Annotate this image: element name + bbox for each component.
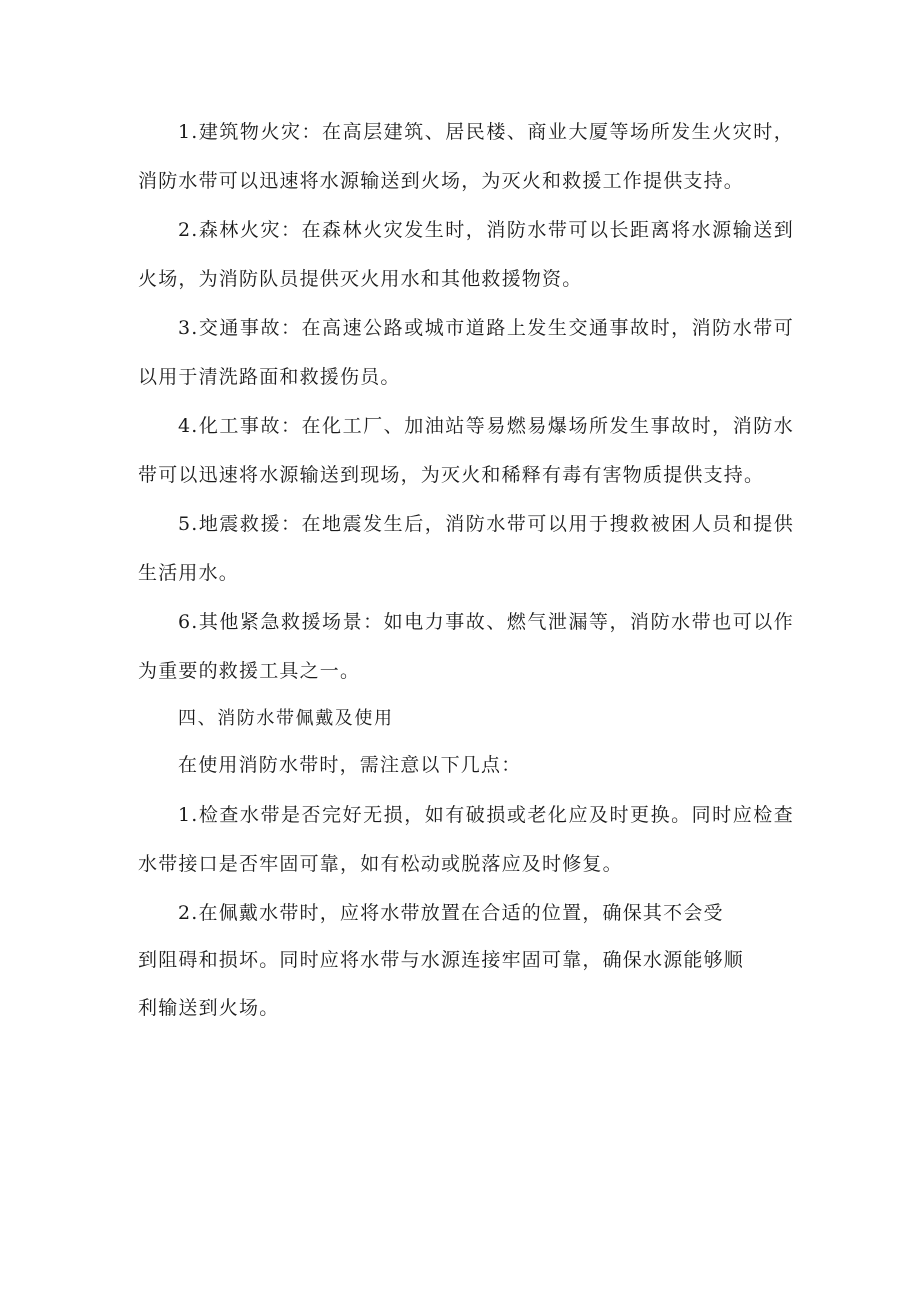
usage-point-1: 1.检查水带是否完好无损，如有破损或老化应及时更换。同时应检查水带接口是否牢固可靠，如有松动或脱落应及时修复。 [138,804,794,875]
usage-point-2-line-2: 到阻碍和损坏。同时应将水带与水源连接牢固可靠，确保水源能够顺 [138,949,745,971]
usage-point-2-line-1: 2.在佩戴水带时，应将水带放置在合适的位置，确保其不会受 [178,902,724,924]
paragraph-other-emergencies: 6.其他紧急救援场景：如电力事故、燃气泄漏等，消防水带也可以作为重要的救援工具之一。 [138,611,794,682]
paragraph-traffic-accident: 3.交通事故：在高速公路或城市道路上发生交通事故时，消防水带可以用于清洗路面和救援伤员。 [138,317,794,388]
paragraph-forest-fire: 2.森林火灾：在森林火灾发生时，消防水带可以长距离将水源输送到火场，为消防队员提供灭火用水和其他救援物资。 [138,219,794,290]
usage-intro: 在使用消防水带时，需注意以下几点： [178,754,522,776]
paragraph-building-fire: 1.建筑物火灾：在高层建筑、居民楼、商业大厦等场所发生火灾时，消防水带可以迅速将水源输送到火场，为灭火和救援工作提供支持。 [138,121,794,192]
paragraph-chemical-accident: 4.化工事故：在化工厂、加油站等易燃易爆场所发生事故时，消防水带可以迅速将水源输送到现场，为灭火和稀释有毒有害物质提供支持。 [138,415,794,486]
section-heading: 四、消防水带佩戴及使用 [178,708,394,729]
usage-point-2-line-3: 利输送到火场。 [138,997,280,1019]
paragraph-earthquake-rescue: 5.地震救援：在地震发生后，消防水带可以用于搜救被困人员和提供生活用水。 [138,513,794,584]
